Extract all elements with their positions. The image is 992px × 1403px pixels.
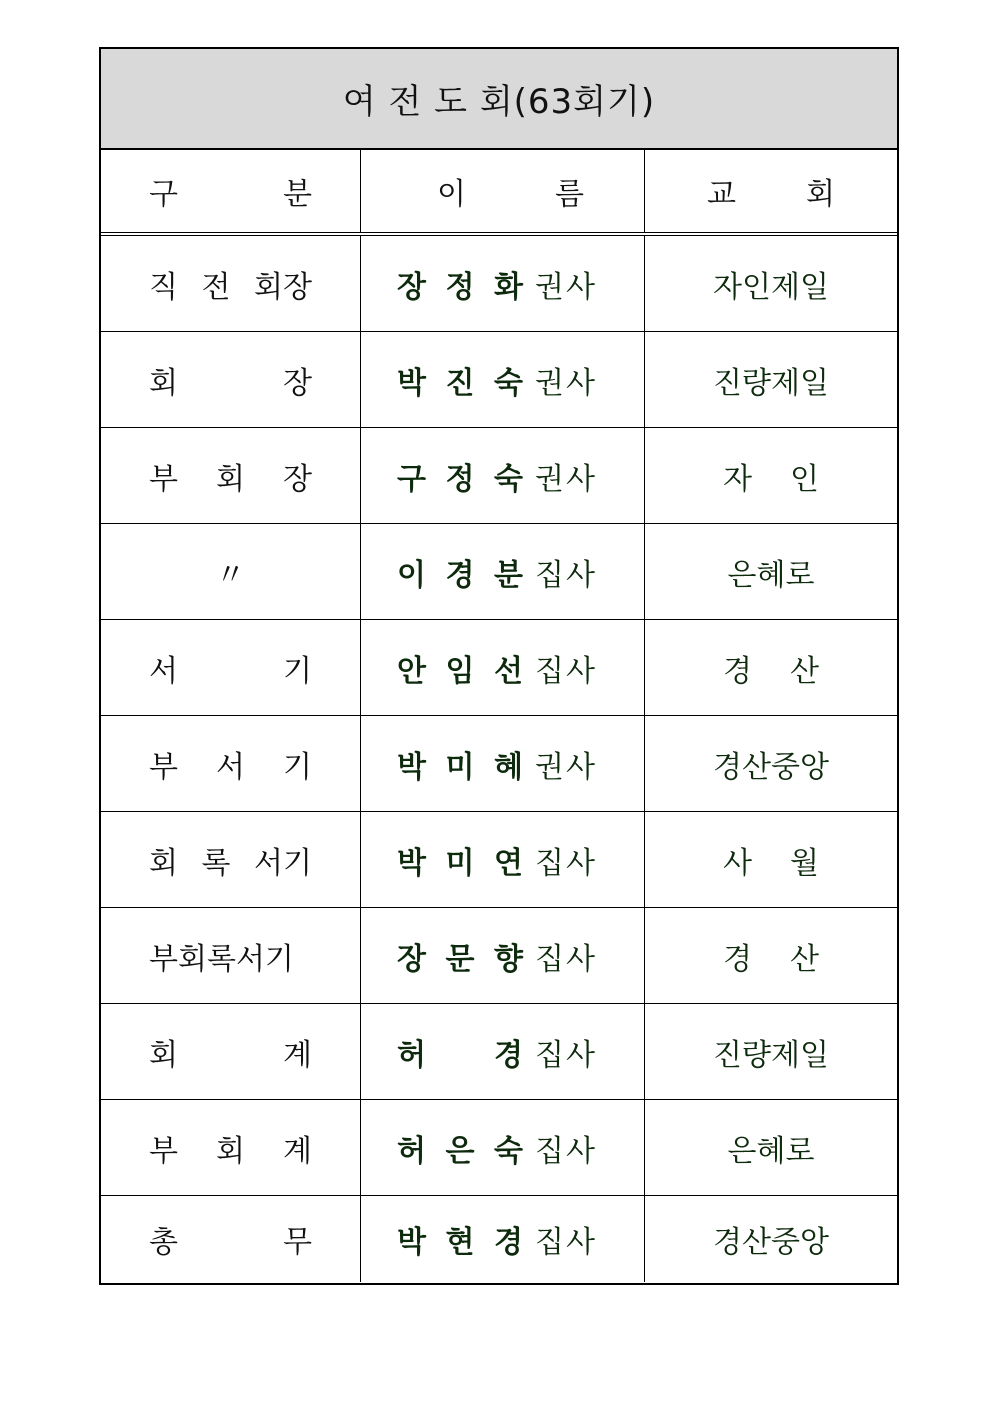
name-cell <box>361 428 645 523</box>
position-cell <box>101 428 361 523</box>
church-name: 사 월 <box>723 845 819 881</box>
member-rank: 권사 <box>535 365 597 401</box>
header-name-cell <box>361 150 645 232</box>
table-row <box>101 236 897 332</box>
table-row <box>101 1100 897 1196</box>
position-label: 회 장 <box>149 365 312 401</box>
church-cell <box>645 1100 897 1195</box>
church-cell <box>645 236 897 331</box>
position-cell <box>101 620 361 715</box>
position-label: 회 록 서기 <box>149 845 312 881</box>
name-cell <box>361 812 645 907</box>
header-church-cell <box>645 150 897 232</box>
member-name: 구 정 숙 <box>397 461 523 497</box>
church-cell <box>645 524 897 619</box>
name-cell <box>361 332 645 427</box>
member-name: 안 임 선 <box>397 653 523 689</box>
church-name: 경 산 <box>723 653 819 689</box>
table-row <box>101 524 897 620</box>
position-cell <box>101 1004 361 1099</box>
table-row <box>101 716 897 812</box>
name-cell <box>361 908 645 1003</box>
member-rank: 집사 <box>535 845 597 881</box>
church-name: 은혜로 <box>727 1133 815 1169</box>
table-body <box>101 236 897 1282</box>
position-label: 회 계 <box>149 1037 312 1073</box>
church-name: 진량제일 <box>713 365 829 401</box>
member-rank: 집사 <box>535 1225 597 1260</box>
member-rank: 집사 <box>535 941 597 977</box>
church-name: 은혜로 <box>727 557 815 593</box>
member-name: 이 경 분 <box>397 557 523 593</box>
member-rank: 권사 <box>535 749 597 785</box>
title-bar <box>101 49 897 150</box>
position-label: 직 전 회장 <box>149 269 312 305</box>
position-label: 부 서 기 <box>149 749 312 785</box>
name-cell <box>361 1196 645 1282</box>
member-name: 박 현 경 <box>397 1225 523 1260</box>
officers-table <box>99 47 899 1285</box>
header-church: 교 회 <box>707 177 835 212</box>
name-cell <box>361 620 645 715</box>
position-cell <box>101 908 361 1003</box>
document-title: 여 전 도 회(63회기) <box>342 82 656 122</box>
name-cell <box>361 716 645 811</box>
church-name: 경산중앙 <box>713 1225 829 1260</box>
church-cell <box>645 1196 897 1282</box>
table-row <box>101 428 897 524</box>
member-name: 장 문 향 <box>397 941 523 977</box>
member-rank: 권사 <box>535 269 597 305</box>
position-label: 총 무 <box>149 1225 312 1260</box>
header-name: 이 름 <box>437 177 584 212</box>
member-name: 허 경 <box>397 1037 523 1073</box>
member-rank: 집사 <box>535 653 597 689</box>
church-cell <box>645 716 897 811</box>
name-cell <box>361 1004 645 1099</box>
member-name: 박 진 숙 <box>397 365 523 401</box>
church-name: 자 인 <box>723 461 819 497</box>
table-row <box>101 812 897 908</box>
table-row <box>101 332 897 428</box>
church-cell <box>645 332 897 427</box>
position-cell <box>101 1100 361 1195</box>
name-cell <box>361 1100 645 1195</box>
church-cell <box>645 812 897 907</box>
member-rank: 집사 <box>535 1133 597 1169</box>
member-rank: 집사 <box>535 1037 597 1073</box>
position-cell <box>101 236 361 331</box>
position-label: 〃 <box>215 557 246 593</box>
position-cell <box>101 332 361 427</box>
church-cell <box>645 620 897 715</box>
church-cell <box>645 1004 897 1099</box>
table-row <box>101 620 897 716</box>
position-cell <box>101 812 361 907</box>
member-rank: 집사 <box>535 557 597 593</box>
position-cell <box>101 1196 361 1282</box>
name-cell <box>361 236 645 331</box>
member-name: 박 미 연 <box>397 845 523 881</box>
member-name: 박 미 혜 <box>397 749 523 785</box>
church-cell <box>645 428 897 523</box>
church-name: 경 산 <box>723 941 819 977</box>
table-row <box>101 1004 897 1100</box>
position-label: 서 기 <box>149 653 312 689</box>
member-name: 장 정 화 <box>397 269 523 305</box>
table-grid <box>101 150 897 1282</box>
header-position: 구 분 <box>149 177 312 212</box>
table-row <box>101 908 897 1004</box>
church-name: 경산중앙 <box>713 749 829 785</box>
church-name: 자인제일 <box>713 269 829 305</box>
table-header-row <box>101 150 897 236</box>
church-cell <box>645 908 897 1003</box>
church-name: 진량제일 <box>713 1037 829 1073</box>
position-label: 부 회 계 <box>149 1133 312 1169</box>
position-label: 부 회 장 <box>149 461 312 497</box>
member-rank: 권사 <box>535 461 597 497</box>
header-position-cell <box>101 150 361 232</box>
position-label: 부회록서기 <box>149 941 294 977</box>
position-cell <box>101 716 361 811</box>
table-row <box>101 1196 897 1282</box>
position-cell <box>101 524 361 619</box>
name-cell <box>361 524 645 619</box>
member-name: 허 은 숙 <box>397 1133 523 1169</box>
